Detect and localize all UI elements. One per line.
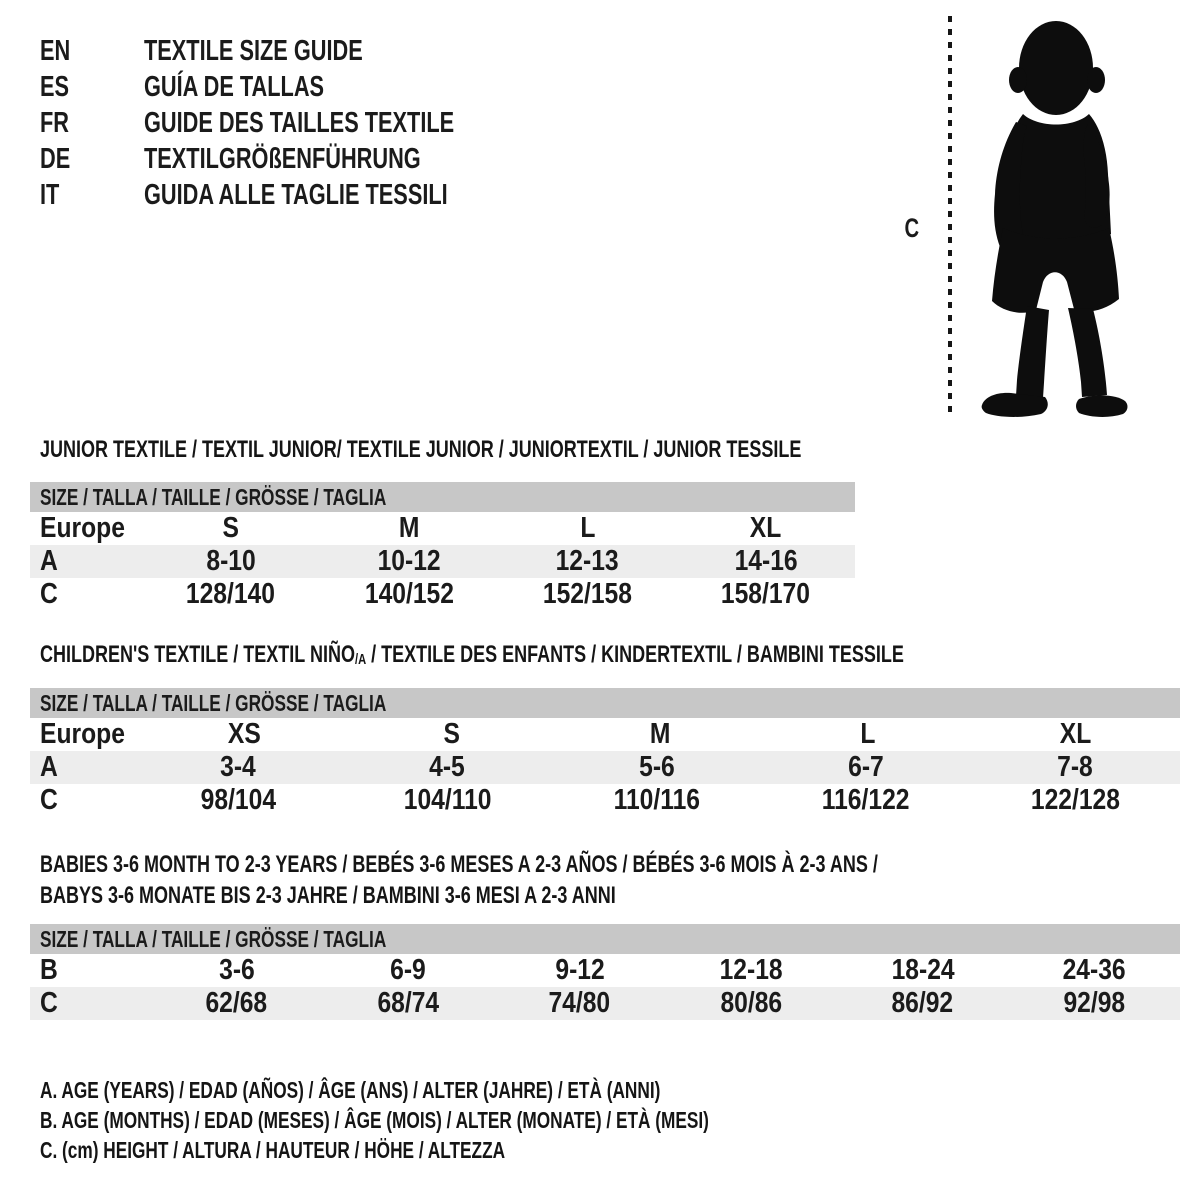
height-cell	[141, 578, 319, 611]
language-title: GUIDA ALLE TAGLIE TESSILI	[144, 178, 448, 211]
age-cell	[761, 751, 970, 784]
children-title-after: / TEXTILE DES ENFANTS / KINDERTEXTIL / BAMBINI TESSILE	[366, 641, 904, 668]
legend-line-age-years	[40, 1077, 867, 1104]
size-cell	[972, 718, 1180, 751]
size-value: XL	[1060, 718, 1092, 750]
height-value: 140/152	[364, 578, 454, 610]
row-label: C	[40, 987, 58, 1019]
height-cell	[665, 987, 837, 1020]
height-measure-dashed-line	[948, 16, 952, 416]
months-cell	[151, 954, 323, 987]
age-value: 7-8	[1057, 751, 1094, 783]
size-value: L	[579, 512, 595, 544]
months-cell	[322, 954, 494, 987]
legend-line-height-cm	[40, 1137, 660, 1164]
months-value: 3-6	[218, 954, 255, 986]
children-title-text	[40, 641, 904, 669]
language-row-it	[40, 177, 558, 213]
height-value: 62/68	[205, 987, 268, 1019]
size-cell	[556, 718, 764, 751]
row-label: C	[40, 784, 58, 816]
language-row-es	[40, 69, 558, 105]
height-measure-letter: C	[904, 213, 920, 243]
height-value: 74/80	[548, 987, 611, 1019]
size-value: M	[398, 512, 420, 544]
size-header-bar	[30, 482, 855, 512]
size-cell	[320, 512, 498, 545]
row-label-cell	[30, 545, 141, 578]
language-code: DE	[40, 142, 71, 175]
size-value: XL	[750, 512, 782, 544]
babies-title-text-line1: BABIES 3-6 MONTH TO 2-3 YEARS / BEBÉS 3-6 MESES A 2-3 AÑOS / BÉBÉS 3-6 MOIS À 2-3 ANS /	[40, 851, 878, 878]
height-cell	[761, 784, 970, 817]
table-row-height	[30, 578, 855, 611]
age-cell	[141, 545, 319, 578]
height-measure-label	[886, 213, 938, 244]
height-value: 98/104	[200, 784, 276, 816]
row-label: Europe	[40, 512, 125, 544]
table-row-europe	[30, 718, 1180, 751]
age-cell	[552, 751, 761, 784]
row-label-cell	[30, 987, 151, 1020]
legend-text: A. AGE (YEARS) / EDAD (AÑOS) / ÂGE (ANS) / ALTER (JAHRE) / ETÀ (ANNI)	[40, 1077, 661, 1103]
height-value: 122/128	[1030, 784, 1120, 816]
months-cell	[1008, 954, 1180, 987]
row-label-cell	[30, 784, 134, 817]
table-row-height	[30, 784, 1180, 817]
size-header-bar	[30, 924, 1180, 954]
months-value: 18-24	[891, 954, 955, 986]
language-code: EN	[40, 34, 71, 67]
table-row-height	[30, 987, 1180, 1020]
age-value: 8-10	[205, 545, 256, 577]
table-row-age	[30, 545, 855, 578]
height-value: 68/74	[377, 987, 439, 1019]
language-title: GUIDE DES TAILLES TEXTILE	[144, 106, 455, 139]
height-cell	[498, 578, 676, 611]
language-code: IT	[40, 178, 60, 211]
months-cell	[665, 954, 837, 987]
size-value: S	[443, 718, 461, 750]
height-value: 116/122	[822, 784, 910, 816]
children-title-before: CHILDREN'S TEXTILE / TEXTIL NIÑO	[40, 641, 355, 668]
junior-size-table	[30, 482, 855, 611]
height-cell	[677, 578, 855, 611]
age-value: 6-7	[848, 751, 884, 783]
height-cell	[552, 784, 761, 817]
babies-size-table	[30, 924, 1180, 1020]
junior-title-text: JUNIOR TEXTILE / TEXTIL JUNIOR/ TEXTILE JUNIOR / JUNIORTEXTIL / JUNIOR TESSILE	[40, 436, 802, 463]
age-value: 5-6	[638, 751, 675, 783]
months-value: 9-12	[554, 954, 605, 986]
age-value: 10-12	[377, 545, 441, 577]
language-row-en	[40, 33, 558, 69]
language-title: TEXTILGRÖßENFÜHRUNG	[144, 142, 421, 175]
age-value: 14-16	[734, 545, 798, 577]
age-value: 4-5	[429, 751, 466, 783]
legend-text: B. AGE (MONTHS) / EDAD (MESES) / ÂGE (MOIS) / ALTER (MONATE) / ETÀ (MESI)	[40, 1107, 709, 1133]
row-label: B	[40, 954, 58, 986]
size-cell	[498, 512, 676, 545]
size-cell	[141, 512, 319, 545]
months-cell	[837, 954, 1009, 987]
row-label: Europe	[40, 718, 125, 750]
months-cell	[494, 954, 666, 987]
age-cell	[677, 545, 855, 578]
babies-section-title-line1	[40, 851, 1157, 879]
legend-text: C. (cm) HEIGHT / ALTURA / HAUTEUR / HÖHE / ALTEZZA	[40, 1137, 506, 1163]
height-cell	[494, 987, 666, 1020]
row-label-cell	[30, 954, 151, 987]
toddler-silhouette-icon	[966, 16, 1140, 420]
row-label-cell	[30, 578, 141, 611]
months-value: 24-36	[1062, 954, 1126, 986]
height-value: 128/140	[186, 578, 276, 610]
language-code: ES	[40, 70, 70, 103]
height-value: 104/110	[403, 784, 492, 816]
language-title: TEXTILE SIZE GUIDE	[144, 34, 363, 67]
age-cell	[134, 751, 343, 784]
table-row-months	[30, 954, 1180, 987]
size-header-label: SIZE / TALLA / TAILLE / GRÖSSE / TAGLIA	[40, 689, 387, 716]
age-value: 3-4	[220, 751, 256, 783]
height-value: 92/98	[1063, 987, 1126, 1019]
height-value: 152/158	[542, 578, 632, 610]
language-title-list	[40, 33, 558, 213]
language-row-fr	[40, 105, 558, 141]
size-header-bar	[30, 688, 1180, 718]
age-value: 12-13	[555, 545, 619, 577]
size-cell	[348, 718, 556, 751]
height-value: 80/86	[720, 987, 783, 1019]
language-title: GUÍA DE TALLAS	[144, 70, 325, 103]
size-value: XS	[227, 718, 261, 750]
table-row-europe	[30, 512, 855, 545]
language-code: FR	[40, 106, 70, 139]
height-cell	[322, 987, 494, 1020]
babies-section-title-line2	[40, 882, 808, 910]
table-row-age	[30, 751, 1180, 784]
row-label: C	[40, 578, 58, 610]
height-cell	[134, 784, 343, 817]
row-label-cell	[30, 512, 141, 545]
months-value: 12-18	[719, 954, 783, 986]
height-value: 158/170	[721, 578, 811, 610]
row-label-cell	[30, 751, 134, 784]
legend-line-age-months	[40, 1107, 932, 1134]
height-cell	[343, 784, 552, 817]
children-section-title	[40, 641, 1192, 669]
size-value: M	[649, 718, 671, 750]
size-header-label: SIZE / TALLA / TAILLE / GRÖSSE / TAGLIA	[40, 483, 387, 510]
children-size-table	[30, 688, 1180, 817]
language-row-de	[40, 141, 558, 177]
size-cell	[764, 718, 972, 751]
size-value: S	[222, 512, 239, 544]
children-title-subscript: /A	[354, 651, 367, 668]
size-header-label: SIZE / TALLA / TAILLE / GRÖSSE / TAGLIA	[40, 925, 387, 952]
age-cell	[320, 545, 498, 578]
age-cell	[498, 545, 676, 578]
row-label: A	[40, 545, 58, 577]
height-cell	[151, 987, 323, 1020]
height-cell	[837, 987, 1009, 1020]
height-cell	[1008, 987, 1180, 1020]
size-value: L	[860, 718, 876, 750]
height-value: 110/116	[613, 784, 700, 816]
age-cell	[971, 751, 1180, 784]
height-cell	[320, 578, 498, 611]
row-label: A	[40, 751, 58, 783]
age-cell	[343, 751, 552, 784]
height-value: 86/92	[891, 987, 954, 1019]
size-cell	[677, 512, 855, 545]
height-cell	[971, 784, 1180, 817]
junior-section-title	[40, 436, 1055, 464]
babies-title-text-line2: BABYS 3-6 MONATE BIS 2-3 JAHRE / BAMBINI 3-6 MESI A 2-3 ANNI	[40, 882, 616, 909]
row-label-cell	[30, 718, 140, 751]
size-cell	[140, 718, 348, 751]
months-value: 6-9	[390, 954, 426, 986]
